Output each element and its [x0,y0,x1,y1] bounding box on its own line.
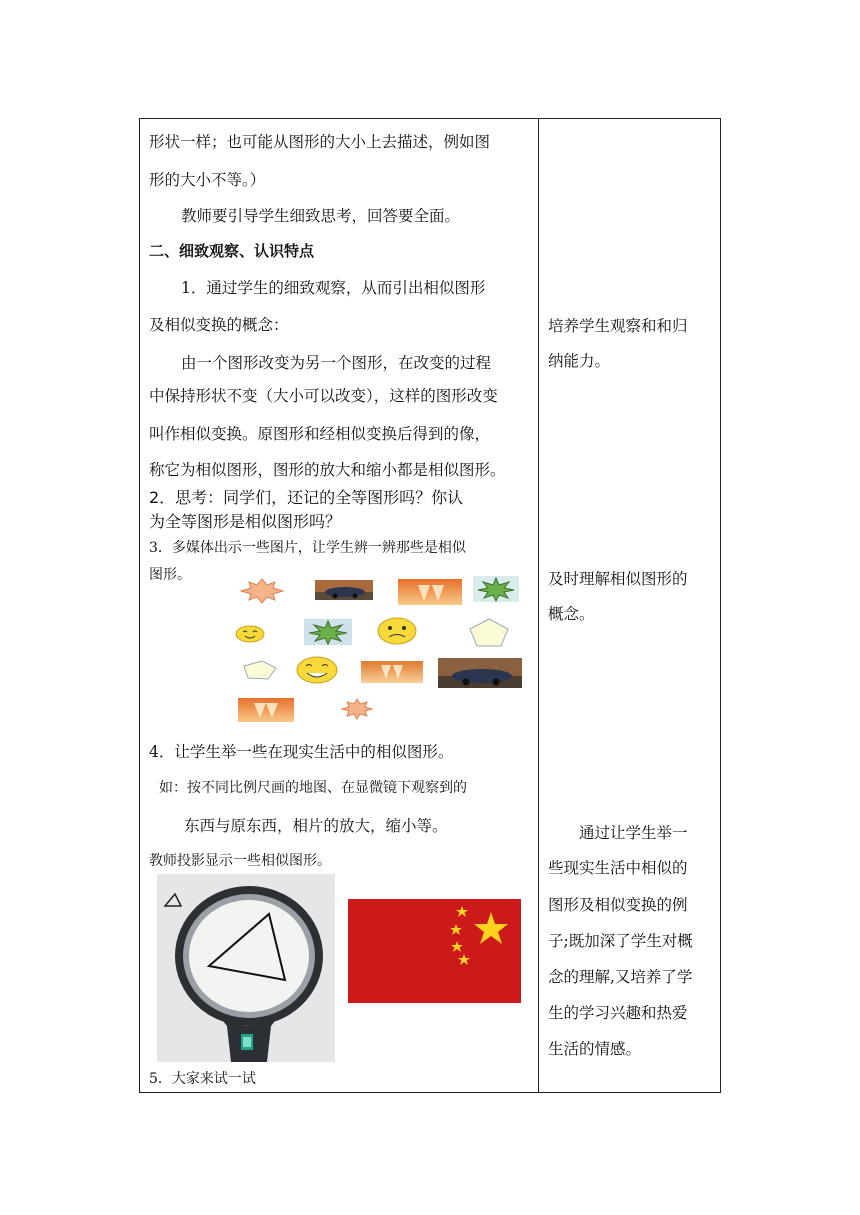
text-line: 图形。 [149,567,191,583]
note-line: 些现实生活中相似的 [548,859,688,877]
note-line: 生的学习兴趣和热爱 [548,1004,688,1022]
pentagon-shape [238,658,280,682]
text-line: 2．思考：同学们，还记的全等图形吗？你认 [149,488,464,507]
text-line: 如：按不同比例尺画的地图、在显微镜下观察到的 [159,780,467,796]
text-line: 1．通过学生的细致观察，从而引出相似图形 [181,279,486,297]
note-line: 生活的情感。 [548,1040,642,1058]
car-photo [438,658,522,688]
pentagon-shape [465,616,513,648]
star-burst-icon [339,697,375,721]
section-heading: 二、细致观察、认识特点 [149,242,315,260]
sunset-photo [238,698,294,722]
note-line: 图形及相似变换的例 [548,896,688,914]
text-line: 教师要引导学生细致思考，回答要全面。 [181,207,461,225]
text-line: 形状一样；也可能从图形的大小上去描述，例如图 [149,133,491,151]
smiley-icon [376,617,418,645]
magnifying-glass-photo [157,874,335,1062]
note-line: 念的理解,又培养了学 [548,968,693,986]
smiley-icon [235,625,265,643]
sunset-photo [361,661,423,683]
text-line: 及相似变换的概念： [149,316,289,334]
note-line: 子;既加深了学生对概 [548,932,693,950]
sunset-photo [398,579,462,605]
note-line: 培养学生观察和和归 [548,317,688,335]
text-line: 东西与原东西，相片的放大，缩小等。 [184,817,448,835]
star-burst-icon [238,578,286,604]
car-photo [315,580,373,600]
note-line: 概念。 [548,605,595,623]
right-column [539,119,721,1092]
text-line: 中保持形状不变（大小可以改变），这样的图形改变 [149,387,498,405]
lesson-table [139,118,721,1093]
star-burst-icon [473,576,519,602]
text-line: 教师投影显示一些相似图形。 [149,853,331,869]
text-line: 5．大家来试一试 [149,1071,256,1087]
text-line: 叫作相似变换。原图形和经相似变换后得到的像， [149,425,491,443]
star-burst-icon [304,619,352,645]
text-line: 4．让学生举一些在现实生活中的相似图形。 [149,743,454,761]
note-line: 及时理解相似图形的 [548,570,688,588]
note-line: 通过让学生举一 [579,824,688,842]
text-line: 由一个图形改变为另一个图形，在改变的过程 [181,354,492,372]
chinese-flag-photo [348,899,521,1003]
text-line: 称它为相似图形，图形的放大和缩小都是相似图形。 [149,461,506,479]
text-line: 3．多媒体出示一些图片，让学生辨一辨那些是相似 [149,540,466,556]
note-line: 纳能力。 [548,352,611,370]
smiley-icon [295,655,339,685]
text-line: 为全等图形是相似图形吗？ [149,512,342,531]
text-line: 形的大小不等。） [149,171,266,189]
left-column [140,119,538,1092]
